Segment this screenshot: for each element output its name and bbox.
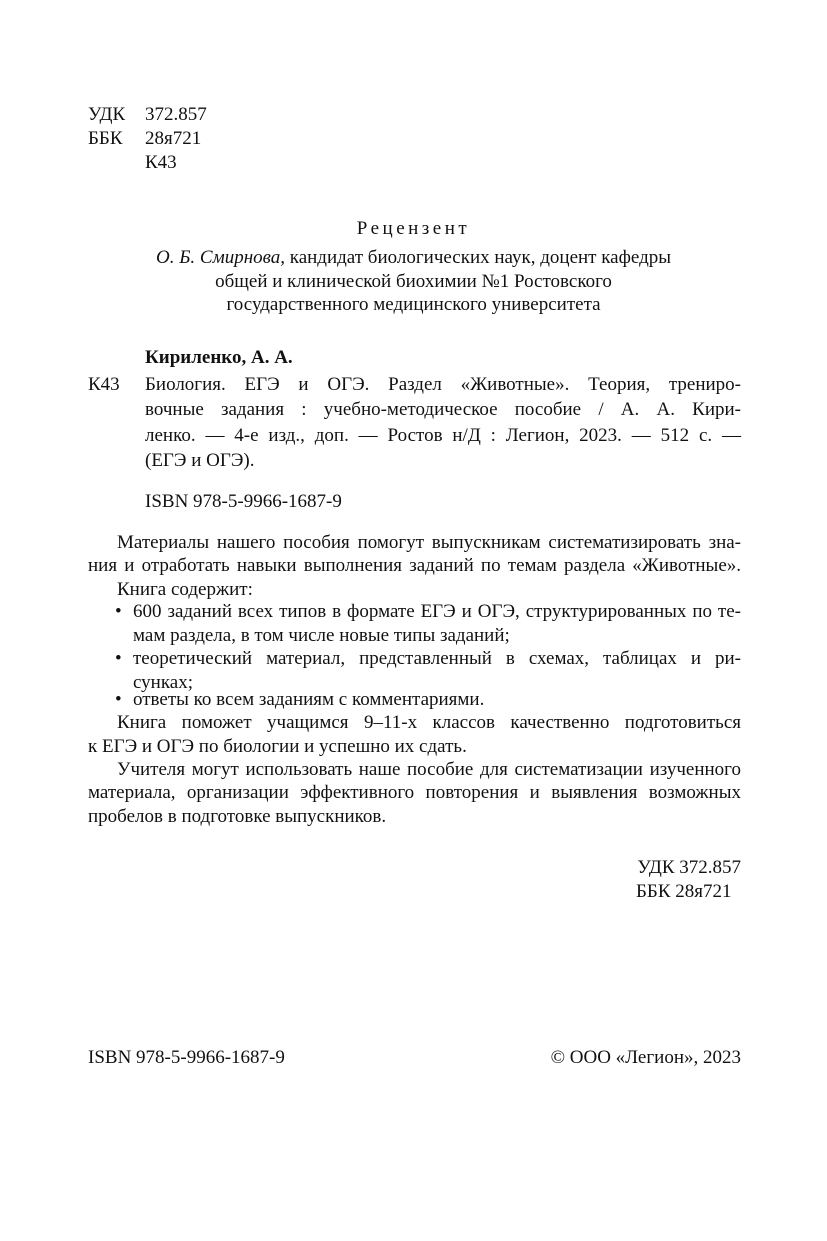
reviewer-credentials: кандидат биологических наук, доцент кафедры xyxy=(285,247,672,268)
footer-copyright: © ООО «Легион», 2023 xyxy=(550,1047,741,1068)
bullet-text: теоретический материал, представленный в схемах, таблицах и ри- xyxy=(133,648,741,669)
bullet-icon: • xyxy=(115,648,122,669)
bullet-text: сунках; xyxy=(133,672,194,693)
annotation-text: Материалы нашего пособия помогут выпускникам систематизировать зна- xyxy=(117,532,741,553)
udk-code: УДК 372.857 xyxy=(637,857,741,878)
reviewer-line-2: общей и клинической биохимии №1 Ростовского xyxy=(215,271,612,292)
bullet-text: ответы ко всем заданиям с комментариями. xyxy=(133,689,485,710)
bullet-icon: • xyxy=(115,601,122,622)
annotation-text: материала, организации эффективного повторения и выявления возможных xyxy=(88,782,741,803)
udk-value: 372.857 xyxy=(145,104,207,125)
footer-isbn: ISBN 978-5-9966-1687-9 xyxy=(88,1047,285,1068)
annotation-text: пробелов в подготовке выпускников. xyxy=(88,806,387,827)
annotation-text: к ЕГЭ и ОГЭ по биологии и успешно их сдать. xyxy=(88,736,467,757)
reviewer-line-1 xyxy=(0,246,827,270)
bib-isbn: ISBN 978-5-9966-1687-9 xyxy=(145,491,342,512)
bib-line: Биология. ЕГЭ и ОГЭ. Раздел «Животные». Теория, трениро- xyxy=(145,374,741,395)
bib-line: (ЕГЭ и ОГЭ). xyxy=(145,450,255,471)
author-mark: К43 xyxy=(145,152,177,173)
udk-label: УДК xyxy=(88,104,126,125)
bib-mark: К43 xyxy=(88,374,120,395)
bib-author: Кириленко, А. А. xyxy=(145,347,293,368)
bullet-text: мам раздела, в том числе новые типы заданий; xyxy=(133,625,510,646)
annotation-text: ния и отработать навыки выполнения заданий по темам раздела «Животные». xyxy=(88,555,741,576)
reviewer-title: Рецензент xyxy=(356,218,471,239)
annotation-text: Учителя могут использовать наше пособие для систематизации изученного xyxy=(117,759,741,780)
bib-line: ленко. — 4-е изд., доп. — Ростов н/Д : Легион, 2023. — 512 с. — xyxy=(145,425,741,446)
bullet-text: 600 заданий всех типов в формате ЕГЭ и ОГЭ, структурированных по те- xyxy=(133,601,741,622)
bib-line: вочные задания : учебно-методическое пособие / А. А. Кири- xyxy=(145,399,741,420)
bbk-label: ББК xyxy=(88,128,123,149)
annotation-text: Книга содержит: xyxy=(117,579,253,600)
reviewer-name: О. Б. Смирнова, xyxy=(155,247,285,268)
reviewer-line-3: государственного медицинского университета xyxy=(226,294,601,315)
bbk-code: ББК 28я721 xyxy=(636,881,732,902)
bbk-value: 28я721 xyxy=(145,128,202,149)
annotation-text: Книга поможет учащимся 9–11-х классов качественно подготовиться xyxy=(117,712,741,733)
bullet-icon: • xyxy=(115,689,122,710)
